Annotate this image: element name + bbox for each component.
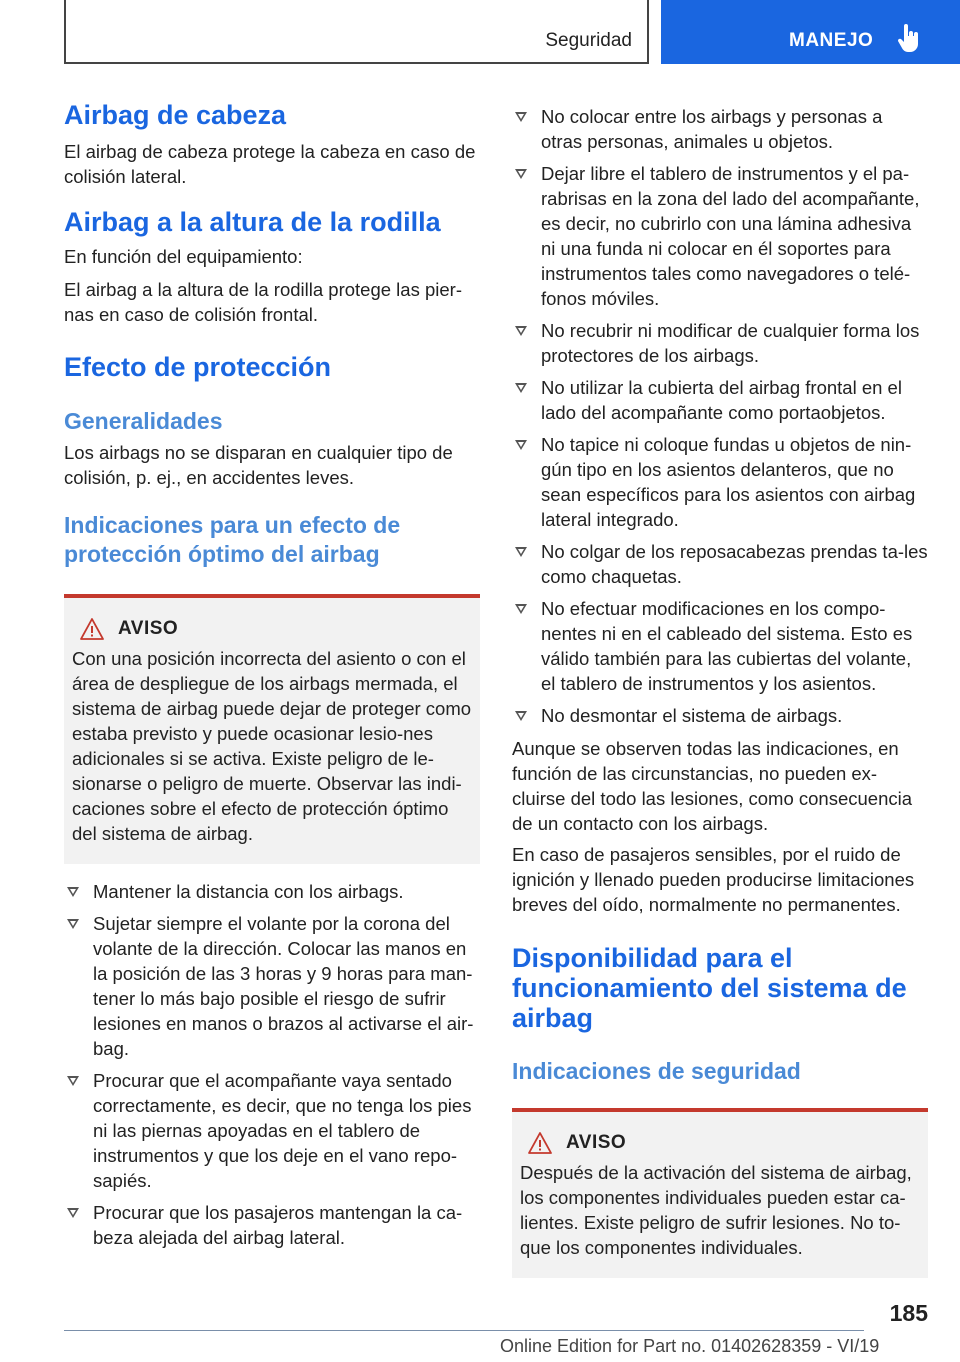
triangle-bullet-icon [67,887,79,897]
list-item [64,1068,480,1193]
list-item-text: Mantener la distancia con los airbags. [93,881,404,902]
tab-manejo-label: MANEJO [789,30,874,51]
list-item [512,318,928,368]
paragraph-airbag-cabeza: El airbag de cabeza protege la cabeza en caso de colisión lateral. [64,141,476,187]
header-section-title: Seguridad [545,30,632,51]
heading-disponibilidad: Disponibilidad para el funcionamiento del sistema de airbag [512,943,907,1033]
list-item-text: No recubrir ni modificar de cualquier forma los protectores de los airbags. [541,320,920,366]
warning-header [80,618,472,640]
list-item [512,104,928,154]
warning-title: AVISO [118,618,179,639]
triangle-bullet-icon [67,1208,79,1218]
list-item [64,1200,480,1250]
triangle-bullet-icon [515,112,527,122]
warning-triangle-icon [528,1132,552,1154]
list-item [512,539,928,589]
triangle-bullet-icon [515,326,527,336]
triangle-bullet-icon [515,604,527,614]
list-item-text: No efectuar modificaciones en los compo‐nentes ni en el cableado del sistema. Esto es válido también para las cubiertas del volante, el tablero de instrumentos y los asientos. [541,598,913,694]
triangle-bullet-icon [515,440,527,450]
list-item-text: Sujetar siempre el volante por la corona del volante de la dirección. Colocar las manos en la posición de las 3 horas y 9 horas para man‐tener lo más bajo posible el riesgo de sufrir lesiones en manos o brazos al activarse el air‐bag. [93,913,474,1059]
list-item [512,161,928,311]
tab-manejo[interactable] [661,0,960,64]
right-column [512,104,928,1278]
page-number: 185 [889,1300,928,1326]
triangle-bullet-icon [67,919,79,929]
list-item [64,879,480,904]
left-column [64,100,480,1250]
triangle-bullet-icon [515,383,527,393]
triangle-bullet-icon [67,1076,79,1086]
list-item-text: No desmontar el sistema de airbags. [541,705,843,726]
warning-text: Con una posición incorrecta del asiento o con el área de despliegue de los airbags mermada, el sistema de airbag puede dejar de proteger como estaba previsto y puede ocasionar lesio‐nes adicionales si se activa. Existe peligro de le‐sionarse o peligro de muerte. Observar las indi‐caciones sobre el efecto de protección óptimo del sistema de airbag. [72,648,472,844]
list-item [512,375,928,425]
warning-box [64,594,480,864]
list-item [512,432,928,532]
instruction-list-left [64,879,480,1250]
warning-header [528,1132,920,1154]
list-item-text: No utilizar la cubierta del airbag frontal en el lado del acompañante como portaobjetos. [541,377,902,423]
paragraph-rodilla-equipamiento: En función del equipamiento: [64,246,303,267]
list-item [64,911,480,1061]
paragraph-pasajeros-sensibles: En caso de pasajeros sensibles, por el ruido de ignición y llenado pueden producirse limitaciones breves del oído, normalmente no permanentes. [512,844,915,915]
paragraph-rodilla-protege: El airbag a la altura de la rodilla protege las pier‐nas en caso de colisión frontal. [64,279,462,325]
list-item-text: Procurar que los pasajeros mantengan la ca‐beza alejada del airbag lateral. [93,1202,463,1248]
list-item [512,596,928,696]
list-item-text: Dejar libre el tablero de instrumentos y el pa‐rabrisas en la zona del lado del acompañante, es decir, no cubrirlo con una lámina adhesiva ni una funda ni colocar en él soportes para instrumentos tales como navegadores o telé‐fonos móviles. [541,163,920,309]
list-item-text: No colgar de los reposacabezas prendas ta‐les como chaquetas. [541,541,928,587]
list-item [512,703,928,728]
heading-airbag-rodilla: Airbag a la altura de la rodilla [64,207,441,237]
footer-divider [64,1330,864,1331]
footer-edition: Online Edition for Part no. 01402628359 - VI/19 [500,1336,880,1356]
triangle-bullet-icon [515,547,527,557]
paragraph-aunque: Aunque se observen todas las indicaciones, en función de las circunstancias, no pueden ex‐cluirse del todo las lesiones, como consecuencia de un contacto con los airbags. [512,738,913,834]
triangle-bullet-icon [515,711,527,721]
warning-box [512,1108,928,1278]
heading-indicaciones-seguridad: Indicaciones de seguridad [512,1058,801,1084]
warning-triangle-icon [80,618,104,640]
instruction-list-right [512,104,928,728]
heading-airbag-cabeza: Airbag de cabeza [64,100,287,130]
paragraph-generalidades: Los airbags no se disparan en cualquier tipo de colisión, p. ej., en accidentes leves. [64,442,453,488]
list-item-text: No tapice ni coloque fundas u objetos de nin‐gún tipo en los asientos delanteros, que no sean específicos para los asientos con airbag lateral integrado. [541,434,916,530]
hand-pointer-icon [897,24,921,54]
heading-indicaciones-efecto: Indicaciones para un efecto de protección óptimo del airbag [64,512,401,567]
list-item-text: No colocar entre los airbags y personas a otras personas, animales u objetos. [541,106,883,152]
list-item-text: Procurar que el acompañante vaya sentado correctamente, es decir, que no tenga los pies ni las piernas apoyadas en el tablero de instrumentos y que los deje en el vano repo‐sapiés. [93,1070,472,1191]
heading-efecto-proteccion: Efecto de protección [64,352,332,382]
warning-text: Después de la activación del sistema de airbag, los componentes individuales pueden estar ca‐lientes. Existe peligro de sufrir lesiones. No to‐que los componentes individuales. [520,1162,912,1258]
triangle-bullet-icon [515,169,527,179]
warning-title: AVISO [566,1132,627,1153]
heading-generalidades: Generalidades [64,408,223,434]
